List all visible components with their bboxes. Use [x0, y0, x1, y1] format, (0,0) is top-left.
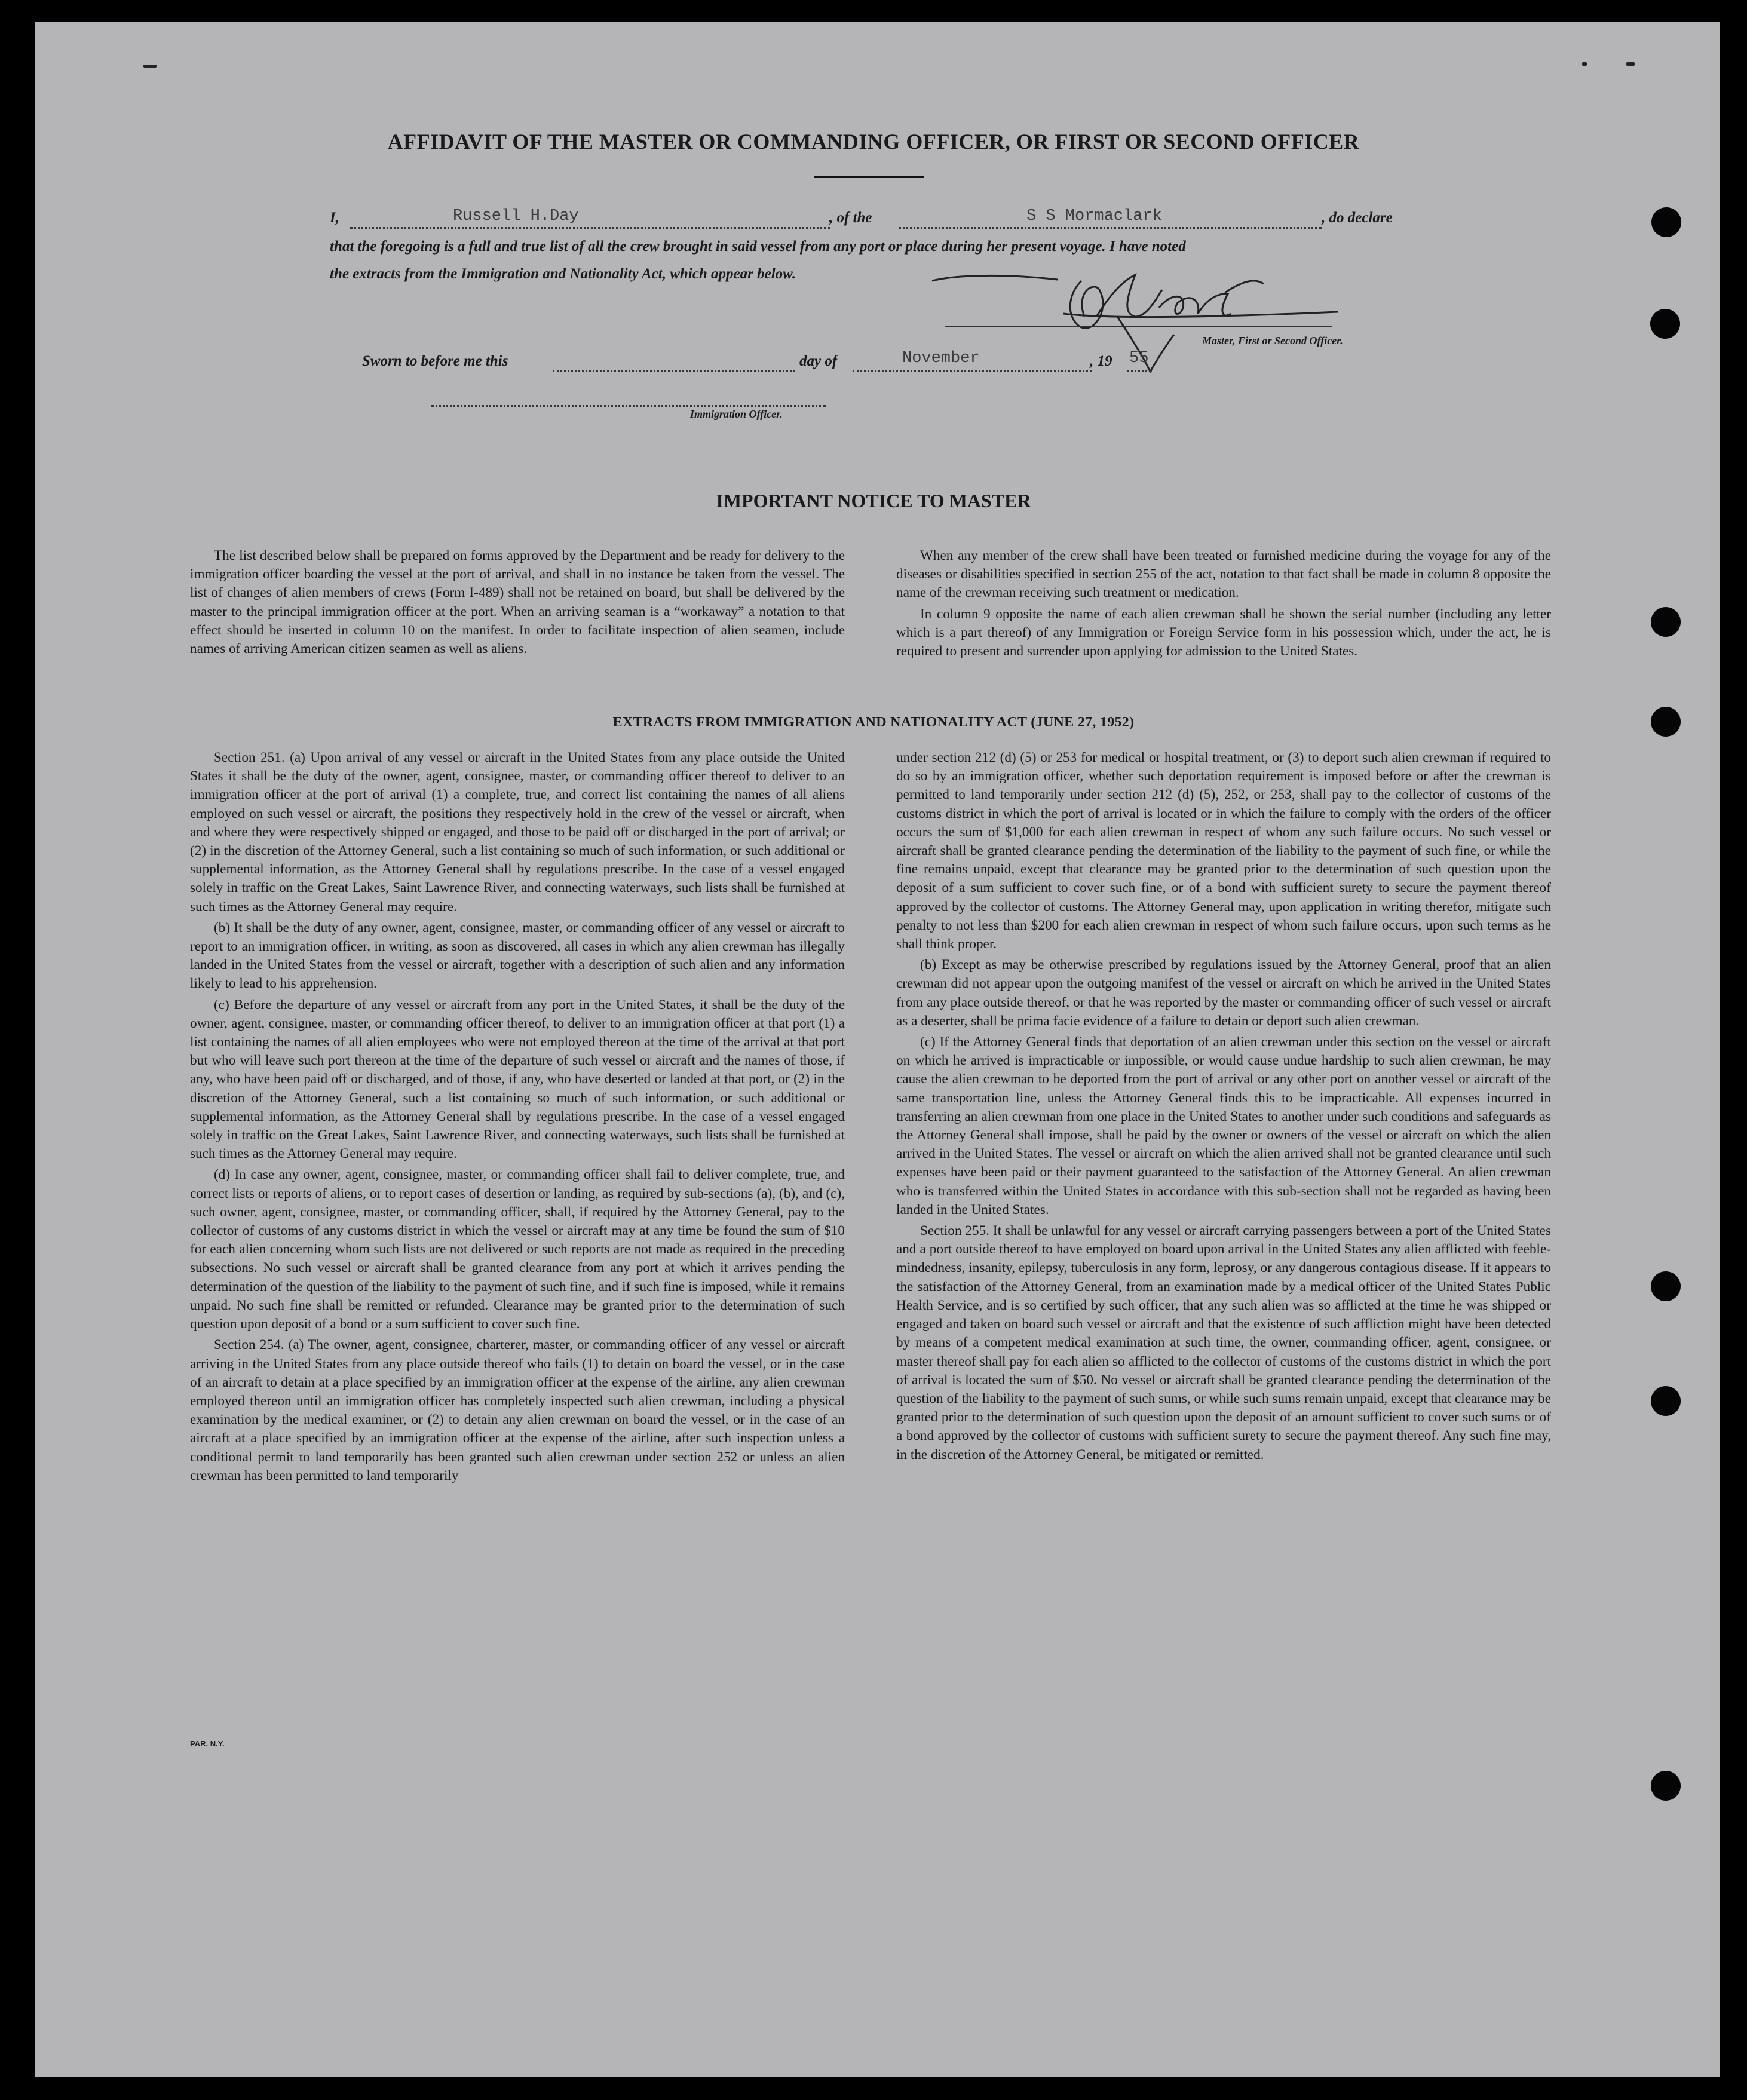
paragraph: under section 212 (d) (5) or 253 for medical or hospital treatment, or (3) to deport such alien crewman if required to do so by an immigration officer, whether such deportation requirement is imposed before or after the crewman is permitted to land temporarily under section 212 (d) (5), 252, or 253, shall pay to the collector of customs of the customs district in which the port of arrival is located or in which the failure to comply with the orders of the officer occurs the sum of $1,000 for each alien crewman in respect of whom any such failure occurs. No such vessel or aircraft shall be granted clearance pending the determination of the liability to the payment of such fine, or while the fine remains unpaid, except that clearance may be granted prior to the determination of such question upon the deposit of a sum sufficient to cover such fine, or of a bond with sufficient surety to secure the payment thereof approved by the collector of customs. The Attorney General may, upon application in writing therefor, mitigate such penalty to not less than $200 for each alien crewman in respect of whom such failure occurs, upon such terms as he shall think proper. — [896, 750, 1551, 952]
paragraph: Section 255. It shall be unlawful for any vessel or aircraft carrying passengers between a port of the United States and a port outside thereof to have employed on board upon arrival in the United States any alien afflicted with feeble-mindedness, insanity, epilepsy, tuberculosis in any form, leprosy, or any dangerous contagious disease. If it appears to the satisfaction of the Attorney General, from an examination made by a medical officer of the United States Public Health Service, and is so certified by such officer, that any such alien was so afflicted at the time he was shipped or engaged and taken on board such vessel or aircraft and that the existence of such affliction might have been detected by means of a competent medical examination at such time, the owner, commanding officer, agent, consignee, or master thereof shall pay for each alien so afflicted to the collector of customs of the customs district in which the port of arrival is located the sum of $50. No vessel or aircraft shall be granted clearance pending the determination of the question of the liability to the payment of such sums, or while such sums remain unpaid, except that clearance may be granted prior to the determination of such question upon the deposit of an amount sufficient to cover such sums or of a bond approved by the collector of customs with sufficient surety to secure the payment thereof. Any such fine may, in the discretion of the Attorney General, be mitigated or remitted. — [896, 1223, 1551, 1463]
extracts-right-column — [896, 749, 1551, 1464]
immigration-officer-line — [431, 405, 826, 407]
signature-line — [945, 326, 1332, 327]
paragraph: (c) Before the departure of any vessel or aircraft from any port in the United States, it shall be the duty of the owner, agent, consignee, master, or commanding officer thereof, to deliver to an immigration officer at that port (1) a list containing the names of all alien employees who were not employed thereon at the time of the arrival at that port but who will leave such port thereon at the time of the departure of such vessel or aircraft and the names of those, if any, who have been paid off or discharged, and of those, if any, who have deserted or landed at that port, or (2) in the discretion of the Attorney General, such a list containing so much of such information, or such additional or supplemental information, as the Attorney General shall by regulations prescribe. In the case of a vessel engaged solely in traffic on the Great Lakes, Saint Lawrence River, and connecting waterways, such lists shall be furnished at such times as the Attorney General may require. — [190, 997, 845, 1162]
scan-speck — [1626, 62, 1635, 66]
title-rule — [814, 176, 924, 178]
scan-speck — [1582, 62, 1587, 66]
sworn-prefix: Sworn to before me this — [362, 353, 508, 369]
declaration-line-3: the extracts from the Immigration and Nationality Act, which appear below. — [330, 266, 796, 282]
notice-title: IMPORTANT NOTICE TO MASTER — [716, 490, 1031, 511]
vessel-name: S S Mormaclark — [1026, 207, 1162, 225]
name-line — [350, 227, 830, 229]
paragraph: (b) Except as may be otherwise prescribed by regulations issued by the Attorney General, proof that an alien crewman did not appear upon the outgoing manifest of the vessel or aircraft on which he arrived in the United States from any place outside thereof, or that he was reported by the master or commanding officer of such vessel or aircraft as a deserter, shall be prima facie evidence of a failure to detain or deport such alien crewman. — [896, 957, 1551, 1029]
declare-prefix: I, — [330, 210, 339, 226]
paragraph: (d) In case any owner, agent, consignee, master, or commanding officer shall fail to deliver complete, true, and correct lists or reports of aliens, or to report cases of desertion or landing, as required by sub-sections (a), (b), and (c), such owner, agent, consignee, master, or commanding officer, shall, if required by the Attorney General, pay to the collector of customs of any customs district in which the vessel or aircraft may at any time be found the sum of $10 for each alien concerning whom such lists are not delivered or such reports are not made as required in the preceding subsections. No such vessel or aircraft shall be granted clearance from any port at which it arrives pending the determination of the question of the liability to the payment of such fine, and if such fine is imposed, while it remains unpaid. No such fine shall be remitted or refunded. Clearance may be granted prior to the determination of such question upon deposit of a bond or a sum sufficient to cover such fine. — [190, 1167, 845, 1332]
vessel-line — [899, 227, 1322, 229]
notice-right-column — [896, 547, 1551, 661]
immigration-officer-caption: Immigration Officer. — [690, 408, 783, 420]
year-prefix: , 19 — [1090, 353, 1112, 369]
year-line — [1127, 370, 1152, 372]
sworn-year: 55 — [1129, 350, 1149, 367]
punch-hole — [1651, 607, 1681, 637]
punch-hole — [1651, 1271, 1681, 1301]
paragraph: When any member of the crew shall have been treated or furnished medicine during the voyage for any of the diseases or disabilities specified in section 255 of the act, notation to that fact shall be made in column 8 opposite the name of the crewman receiving such treatment or medication. — [896, 548, 1551, 601]
punch-hole — [1650, 309, 1680, 339]
sworn-month-line — [853, 370, 1092, 372]
sworn-month: November — [902, 350, 980, 367]
declaration-line-2: that the foregoing is a full and true list of all the crew brought in said vessel from any port or place during her present voyage. I have noted — [330, 238, 1186, 255]
declarant-name: Russell H.Day — [453, 207, 579, 225]
paragraph: (c) If the Attorney General finds that deportation of an alien crewman under this section on the vessel or aircraft on which he arrived is impracticable or impossible, or would cause undue hardship to such alien crewman, he may cause the alien crewman to be deported from the port of arrival or any other port on another vessel or aircraft of the same transportation line, unless the Attorney General finds this to be impracticable. All expenses incurred in transferring an alien crewman from one place in the United States to another under such conditions and safeguards as the Attorney General shall impose, shall be paid by the owner or owners of the vessel or aircraft on which the alien arrived in the United States. The vessel or aircraft on which the alien arrived shall not be granted clearance until such expenses have been paid or their payment guaranteed to the satisfaction of the Attorney General. An alien crewman who is transferred within the United States in accordance with this sub-section shall not be regarded as having been landed in the United States. — [896, 1034, 1551, 1218]
punch-hole — [1651, 1386, 1681, 1416]
paragraph: Section 251. (a) Upon arrival of any vessel or aircraft in the United States from any place outside the United States it shall be the duty of the owner, agent, consignee, master, or commanding officer thereof to deliver to an immigration officer at the port of arrival (1) a complete, true, and correct list containing the names of all aliens employed on such vessel or aircraft, the positions they respectively hold in the crew of the vessel or aircraft, when and where they were respectively shipped or engaged, and those to be paid off or discharged in the port of arrival; or (2) in the discretion of the Attorney General, such a list containing so much of such information, or such additional or supplemental information, as the Attorney General shall by regulations prescribe. In the case of a vessel engaged solely in traffic on the Great Lakes, Saint Lawrence River, and connecting waterways, such lists shall be furnished at such times as the Attorney General may require. — [190, 750, 845, 915]
paragraph: In column 9 opposite the name of each alien crewman shall be shown the serial number (including any letter which is a part thereof) of any Immigration or Foreign Service form in his possession which, under the act, he is required to present and surrender upon applying for admission to the United States. — [896, 606, 1551, 660]
form-code: PAR. N.Y. — [190, 1739, 225, 1748]
day-of-label: day of — [799, 353, 838, 369]
do-declare-label: , do declare — [1322, 210, 1393, 226]
extracts-title: EXTRACTS FROM IMMIGRATION AND NATIONALITY ACT (JUNE 27, 1952) — [612, 715, 1135, 730]
paragraph: The list described below shall be prepared on forms approved by the Department and be ready for delivery to the immigration officer boarding the vessel at the port of arrival, and shall in no instance be taken from the vessel. The list of changes of alien members of crews (Form I-489) shall not be retained on board, but shall be delivered by the master to the principal immigration officer at the port. When an arriving seaman is a “workaway” a notation to that effect should be inserted in column 10 on the manifest. In order to facilitate inspection of alien seamen, include names of arriving American citizen seamen as well as aliens. — [190, 548, 845, 657]
notice-left-column — [190, 547, 845, 658]
paragraph: (b) It shall be the duty of any owner, agent, consignee, master, or commanding officer of any vessel or aircraft to report to an immigration officer, in writing, as soon as discovered, all cases in which any alien crewman has illegally landed in the United States from the vessel or aircraft, together with a description of such alien and any information likely to lead to his apprehension. — [190, 919, 845, 992]
of-the-label: , of the — [829, 210, 872, 226]
paragraph: Section 254. (a) The owner, agent, consignee, charterer, master, or commanding officer of any vessel or aircraft arriving in the United States from any place outside thereof who fails (1) to detain on board the vessel, or in the case of an aircraft to detain at a place specified by an immigration officer at the expense of the airline, any alien crewman employed thereon until an immigration officer has completely inspected such alien crewman, including a physical examination by the medical examiner, or (2) to detain any alien crewman on board the vessel, or in the case of an aircraft at a place specified by an immigration officer at the expense of the airline, after such inspection unless a conditional permit to land temporarily has been granted such alien crewman under section 252 or unless an alien crewman has been permitted to land temporarily — [190, 1337, 845, 1483]
sworn-day-line — [553, 370, 795, 372]
punch-hole — [1651, 207, 1681, 237]
punch-hole — [1651, 1771, 1681, 1801]
signature-caption: Master, First or Second Officer. — [1202, 335, 1343, 347]
extracts-left-column — [190, 749, 845, 1485]
scan-speck — [143, 65, 157, 68]
affidavit-title: AFFIDAVIT OF THE MASTER OR COMMANDING OFFICER, OR FIRST OR SECOND OFFICER — [387, 130, 1360, 154]
